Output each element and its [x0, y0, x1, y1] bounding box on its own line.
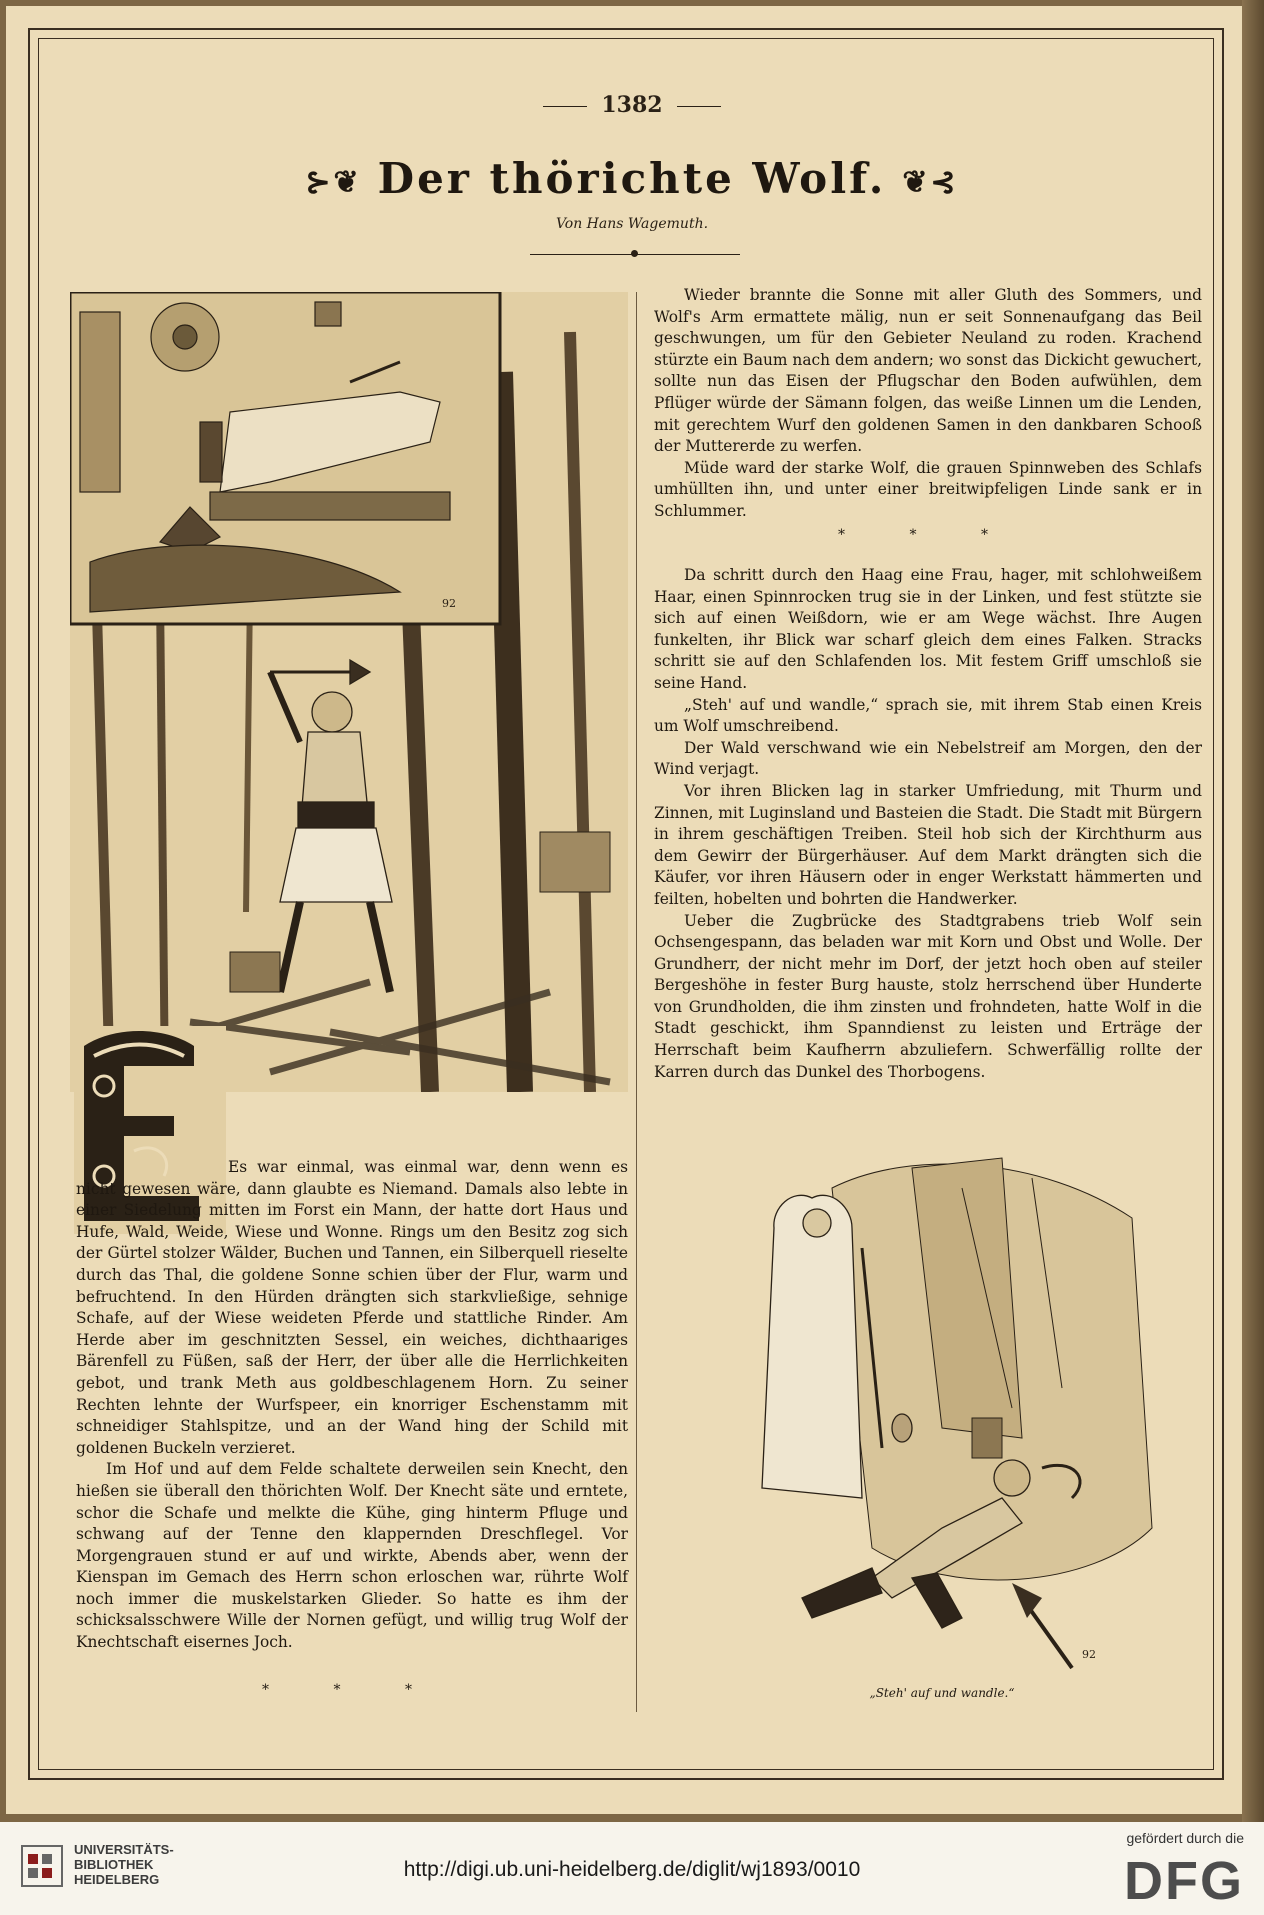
paragraph-1: Es war einmal, was einmal war, denn wenn es nicht gewesen wäre, dann glaubte es Niemand. Damals also lebte in einer Siedelung mitten im Forst ein Mann, der hatte dort Haus und Hufe, Wald, Weide, Wiese und Wonne. Rings um den Besitz zog sich der Gürtel stolzer Wälder, Buchen und Tannen, ein Silberquell rieselte durch das Thal, die goldene Sonne schien über der Flur, warm und befruchtend. In den Hürden drängten sich starkvließige, sehnige Schafe, auf der Wiese weideten Pferde und stattliche Rinder. Am Herde aber im geschnitzten Sessel, ein weiches, dichthaariges Bärenfell zu Füßen, saß der Herr, der über alle die Herrlichkeiten gebot, und trank Meth aus goldbeschlagenem Horn. Zu seiner Rechten lehnte der Wurfspeer, ein knorriger Eschenstamm mit schneidiger Stahlspitze, und an der Wand hing der Schild mit goldenen Buckeln verzieret.: [76, 1158, 628, 1457]
right-column-mid-text: [654, 565, 1202, 1083]
source-url[interactable]: http://digi.ub.uni-heidelberg.de/diglit/wj1893/0010: [403, 1858, 861, 1881]
illustration-hall-and-woodcutter: [70, 292, 628, 1092]
paragraph-4: Müde ward der starke Wolf, die grauen Spinnweben des Schlafs umhüllten ihn, und unter einer breitwipfeligen Linde sank er in Schlummer.: [654, 458, 1202, 520]
paragraph-3: Wieder brannte die Sonne mit aller Gluth des Sommers, und Wolf's Arm ermattete mälig, nun er seit Sonnenaufgang das Beil geschwungen, um für den Gebieter Neuland zu roden. Krachend stürzte ein Baum nach dem andern; wo sonst das Dickicht gewuchert, sollte nun das Eisen der Pflugschar den Boden aufwühlen, dem Pflüger würde der Sämann folgen, das weiße Linnen um die Lenden, mit gerechtem Wurf den goldenen Samen in den dankbaren Schooß der Muttererde zu werfen.: [654, 286, 1202, 456]
title-rule-dot: [631, 250, 638, 257]
paragraph-8: Vor ihren Blicken lag in starker Umfriedung, mit Thurm und Zinnen, mit Luginsland und Basteien die Stadt. Die Stadt mit Bürgern in ihrem geschäftigen Treiben. Steil hob sich der Kirchthurm aus dem Gewirr der Bürgerhäuser. Auf dem Markt drängten sich die Käufer, vor ihren Häusern oder in enger Werkstatt hämmerten und feilten, hobelten und bohrten die Handwerker.: [654, 781, 1202, 908]
paragraph-7: Der Wald verschwand wie ein Nebelstreif am Morgen, den der Wind verjagt.: [654, 738, 1202, 779]
institution-name: UNIVERSITÄTS- BIBLIOTHEK HEIDELBERG: [74, 1842, 174, 1887]
funding-label: gefördert durch die: [1126, 1830, 1244, 1846]
paragraph-6: „Steh' auf und wandle,“ sprach sie, mit ihrem Stab einen Kreis um Wolf umschreibend.: [654, 695, 1202, 736]
paragraph-5: Da schritt durch den Haag eine Frau, hager, mit schlohweißem Haar, einen Spinnrocken trug sie in der Linken, und fest stützte sie sich auf einen Weißdorn, wie er am Wege wächst. Ihre Augen funkelten, ihr Blick war scharf gleich dem eines Falken. Stracks schritt sie auf den Schlafenden los. Mit festem Griff umschloß sie seine Hand.: [654, 566, 1202, 692]
page-edge: [1242, 0, 1264, 1822]
section-stars-right: * * *: [838, 526, 1018, 543]
illustration-woman-and-sleeper: [712, 1128, 1172, 1678]
paragraph-2: Im Hof und auf dem Felde schaltete derweilen sein Knecht, den hießen sie überall den thörichten Wolf. Der Knecht säte und erntete, schor die Schafe und melkte die Kühe, ging hinterm Pfluge und schwang auf der Tenne den klappernden Dreschflegel. Vor Morgengrauen stund er auf und wirkte, Abends aber, wenn der Kienspan im Gemach des Herrn schon erloschen war, rührte Wolf noch immer die muskelstarken Glieder. So hatte es ihm der schicksalsschwere Wille der Nornen gefügt, und willig trug Wolf der Knechtschaft eisernes Joch.: [76, 1460, 628, 1652]
right-column-top-text: [654, 285, 1202, 550]
article-title: ⊱❦ Der thörichte Wolf. ❦⊰: [305, 154, 959, 203]
section-stars-left: * * *: [262, 1682, 442, 1698]
svg-text:92: 92: [1082, 1648, 1096, 1661]
svg-text:92: 92: [442, 597, 456, 610]
dfg-logo: DFG: [1124, 1851, 1244, 1911]
column-separator: [636, 292, 637, 1712]
left-column-text: [76, 1157, 628, 1654]
page-number: 1382: [0, 92, 1264, 118]
right-ornament-icon: ❦⊰: [902, 164, 959, 200]
illustration-caption: „Steh' auf und wandle.“: [869, 1686, 1015, 1700]
paragraph-9: Ueber die Zugbrücke des Stadtgrabens trieb Wolf sein Ochsengespann, das beladen war mit Korn und Obst und Wolle. Der Grundherr, der nicht mehr im Dorf, der jetzt hoch oben auf steiler Bergeshöhe in fester Burg hauste, stolz herrschend über Hunderte von Grundholden, die ihm zinsten und frohndeten, hatte Wolf in die Stadt geschickt, ihm Spanndienst zu leisten und Erträge der Herrschaft beim Kaufherrn abzuliefern. Schwerfällig rollte der Karren durch das Dunkel des Thorbogens.: [654, 911, 1202, 1081]
byline: Von Hans Wagemuth.: [555, 216, 709, 232]
left-ornament-icon: ⊱❦: [305, 164, 362, 200]
